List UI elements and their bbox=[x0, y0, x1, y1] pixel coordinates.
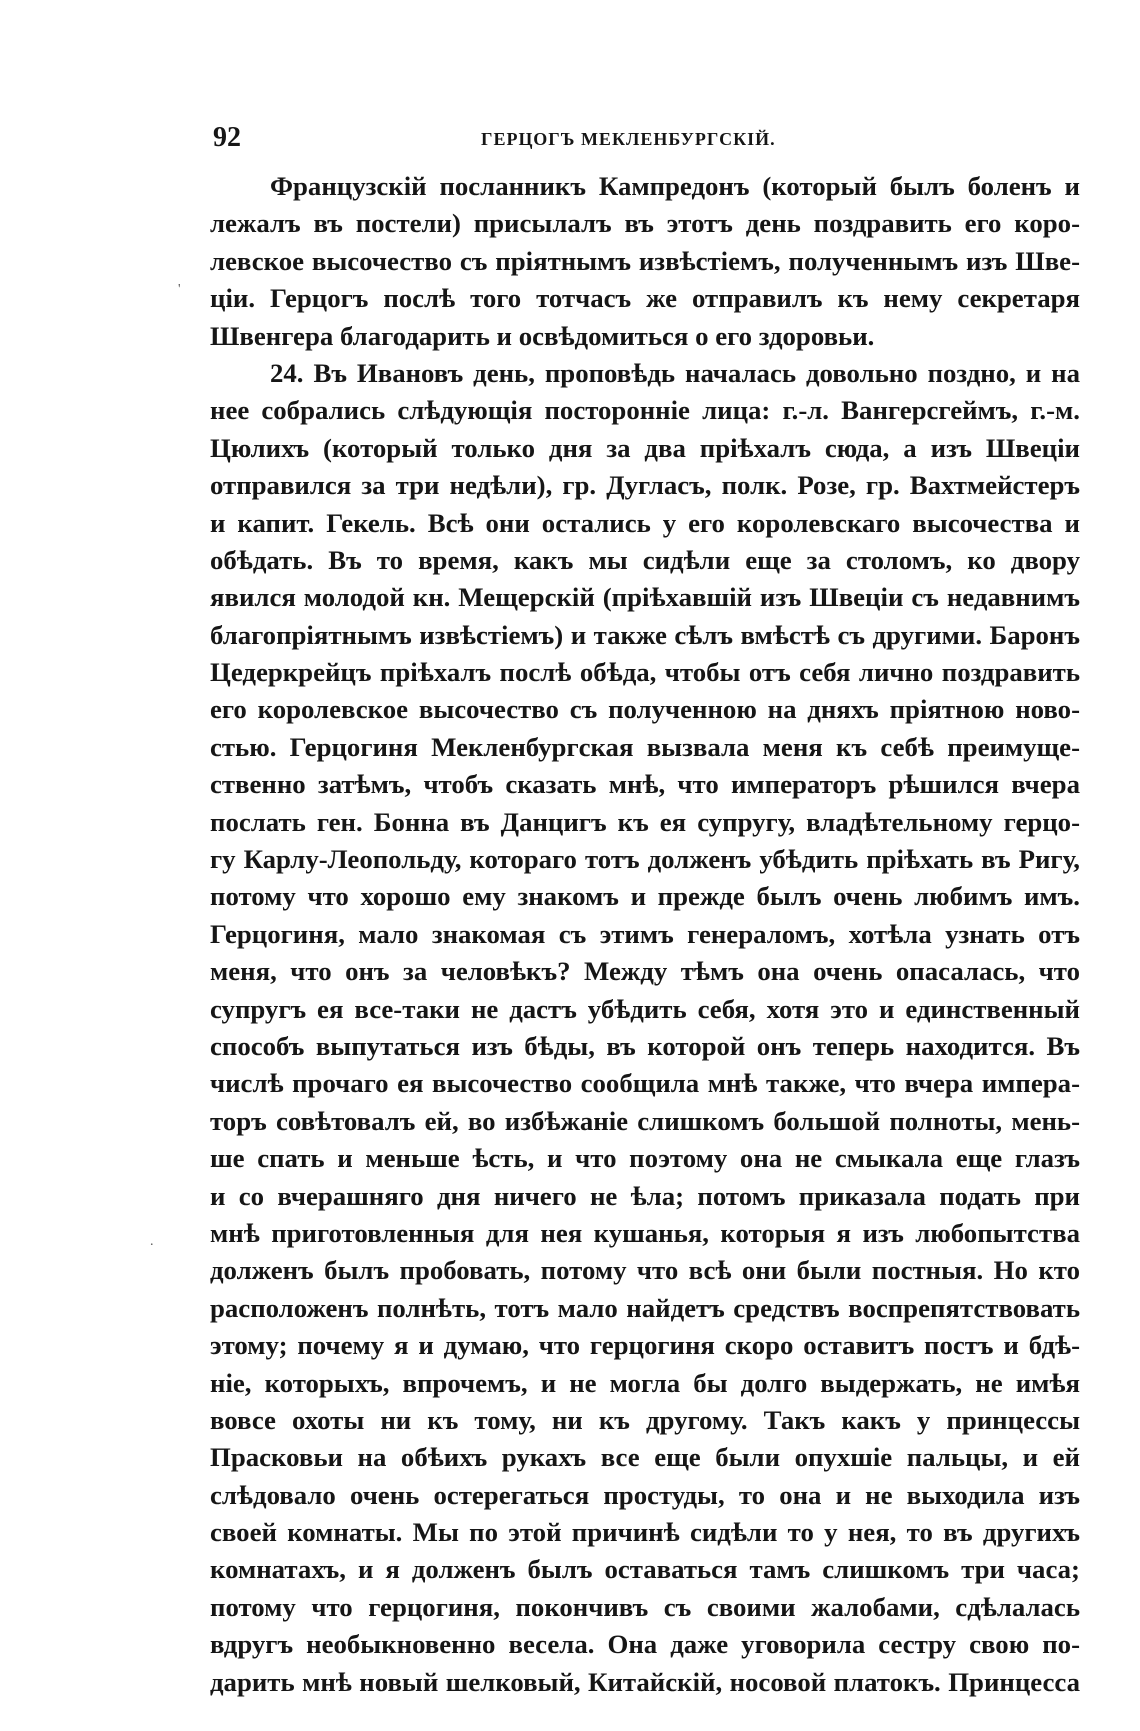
text-line: лежалъ въ постели) присылалъ въ этотъ день поздравить его коро- bbox=[210, 208, 1080, 239]
text-line: отправился за три недѣли), гр. Дугласъ, полк. Розе, гр. Вахтмейстеръ bbox=[210, 470, 1080, 501]
text-line: мнѣ приготовленныя для нея кушанья, которыя я изъ любопытства bbox=[210, 1217, 1080, 1248]
text-line: его королевское высочество съ полученною на дняхъ пріятною ново- bbox=[210, 694, 1080, 725]
text-line: и капит. Гекель. Всѣ они остались у его королевскаго высочества и bbox=[210, 507, 1080, 538]
page-number: 92 bbox=[213, 122, 241, 153]
text-line: Цюлихъ (который только дня за два пріѣхалъ сюда, а изъ Швеціи bbox=[210, 432, 1080, 463]
text-line: Швенгера благодарить и освѣдомиться о его здоровьи. bbox=[210, 320, 875, 351]
text-line: 24. Въ Ивановъ день, проповѣдь началась довольно поздно, и на bbox=[270, 357, 1080, 388]
text-line: Цедеркрейцъ пріѣхалъ послѣ обѣда, чтобы отъ себя лично поздравить bbox=[210, 657, 1080, 688]
text-line: супругъ ея все-таки не дастъ убѣдить себя, хотя это и единственный bbox=[210, 993, 1080, 1024]
text-line: вдругъ необыкновенно весела. Она даже уговорила сестру свою по- bbox=[210, 1629, 1080, 1660]
text-line: дарить мнѣ новый шелковый, Китайскій, носовой платокъ. Принцесса bbox=[210, 1666, 1080, 1697]
text-line: своей комнаты. Мы по этой причинѣ сидѣли то у нея, то въ другихъ bbox=[210, 1517, 1080, 1548]
text-line: потому что герцогиня, покончивъ съ своими жалобами, сдѣлалась bbox=[210, 1591, 1080, 1622]
text-line: долженъ былъ пробовать, потому что всѣ они были постныя. Но кто bbox=[210, 1255, 1080, 1286]
text-line: расположенъ полнѣть, тотъ мало найдетъ средствъ воспрепятствовать bbox=[210, 1292, 1080, 1323]
text-line: ніе, которыхъ, впрочемъ, и не могла бы долго выдержать, не имѣя bbox=[210, 1367, 1080, 1398]
text-line: гу Карлу-Леопольду, котораго тотъ долженъ убѣдить пріѣхать въ Ригу, bbox=[210, 844, 1080, 875]
text-line: вовсе охоты ни къ тому, ни къ другому. Такъ какъ у принцессы bbox=[210, 1404, 1080, 1435]
text-line: обѣдать. Въ то время, какъ мы сидѣли еще за столомъ, ко двору bbox=[210, 544, 1080, 575]
text-line: числѣ прочаго ея высочество сообщила мнѣ также, что вчера импера- bbox=[210, 1068, 1080, 1099]
text-line: Французскій посланникъ Кампредонъ (который былъ боленъ и bbox=[270, 171, 1080, 201]
text-line: послать ген. Бонна въ Данцигъ къ ея супругу, владѣтельному герцо- bbox=[210, 806, 1080, 837]
text-line: нее собрались слѣдующія посторонніе лица: г.-л. Вангерсгеймъ, г.-м. bbox=[210, 395, 1080, 426]
text-line: ціи. Герцогъ послѣ того тотчасъ же отправилъ къ нему секретаря bbox=[210, 283, 1080, 314]
text-line: Герцогиня, мало знакомая съ этимъ генераломъ, хотѣла узнать отъ bbox=[210, 918, 1080, 949]
text-line: ственно затѣмъ, чтобъ сказать мнѣ, что императоръ рѣшился вчера bbox=[210, 769, 1080, 800]
text-line: торъ совѣтовалъ ей, во избѣжаніе слишкомъ большой полноты, мень- bbox=[210, 1105, 1080, 1136]
text-line: ше спать и меньше ѣсть, и что поэтому она не смыкала еще глазъ bbox=[210, 1143, 1080, 1174]
text-line: слѣдовало очень остерегаться простуды, то она и не выходила изъ bbox=[210, 1479, 1080, 1510]
text-line: и со вчерашняго дня ничего не ѣла; потомъ приказала подать при bbox=[210, 1180, 1080, 1211]
running-title: ГЕРЦОГЪ МЕКЛЕНБУРГСКІЙ. bbox=[481, 129, 776, 149]
text-line: потому что хорошо ему знакомъ и прежде былъ очень любимъ имъ. bbox=[210, 881, 1080, 912]
body-text bbox=[210, 168, 1080, 1701]
text-line: комнатахъ, и я долженъ былъ оставаться тамъ слишкомъ три часа; bbox=[210, 1554, 1080, 1585]
text-line: благопріятнымъ извѣстіемъ) и также сѣлъ вмѣстѣ съ другими. Баронъ bbox=[210, 619, 1080, 650]
text-line: стью. Герцогиня Мекленбургская вызвала меня къ себѣ преимуще- bbox=[210, 731, 1080, 762]
margin-speck-mark: ' bbox=[178, 282, 181, 297]
running-head bbox=[213, 118, 1083, 158]
text-line: способъ выпутаться изъ бѣды, въ которой онъ теперь находится. Въ bbox=[210, 1030, 1080, 1061]
text-line: меня, что онъ за человѣкъ? Между тѣмъ она очень опасалась, что bbox=[210, 956, 1080, 987]
margin-speck-mark: . bbox=[150, 1234, 154, 1249]
text-line: явился молодой кн. Мещерскій (пріѣхавшій изъ Швеціи съ недавнимъ bbox=[210, 582, 1080, 613]
text-line: левское высочество съ пріятнымъ извѣстіемъ, полученнымъ изъ Шве- bbox=[210, 245, 1080, 276]
text-line: этому; почему я и думаю, что герцогиня скоро оставитъ постъ и бдѣ- bbox=[210, 1330, 1080, 1361]
text-line: Прасковьи на обѣихъ рукахъ все еще были опухшіе пальцы, и ей bbox=[210, 1442, 1080, 1473]
